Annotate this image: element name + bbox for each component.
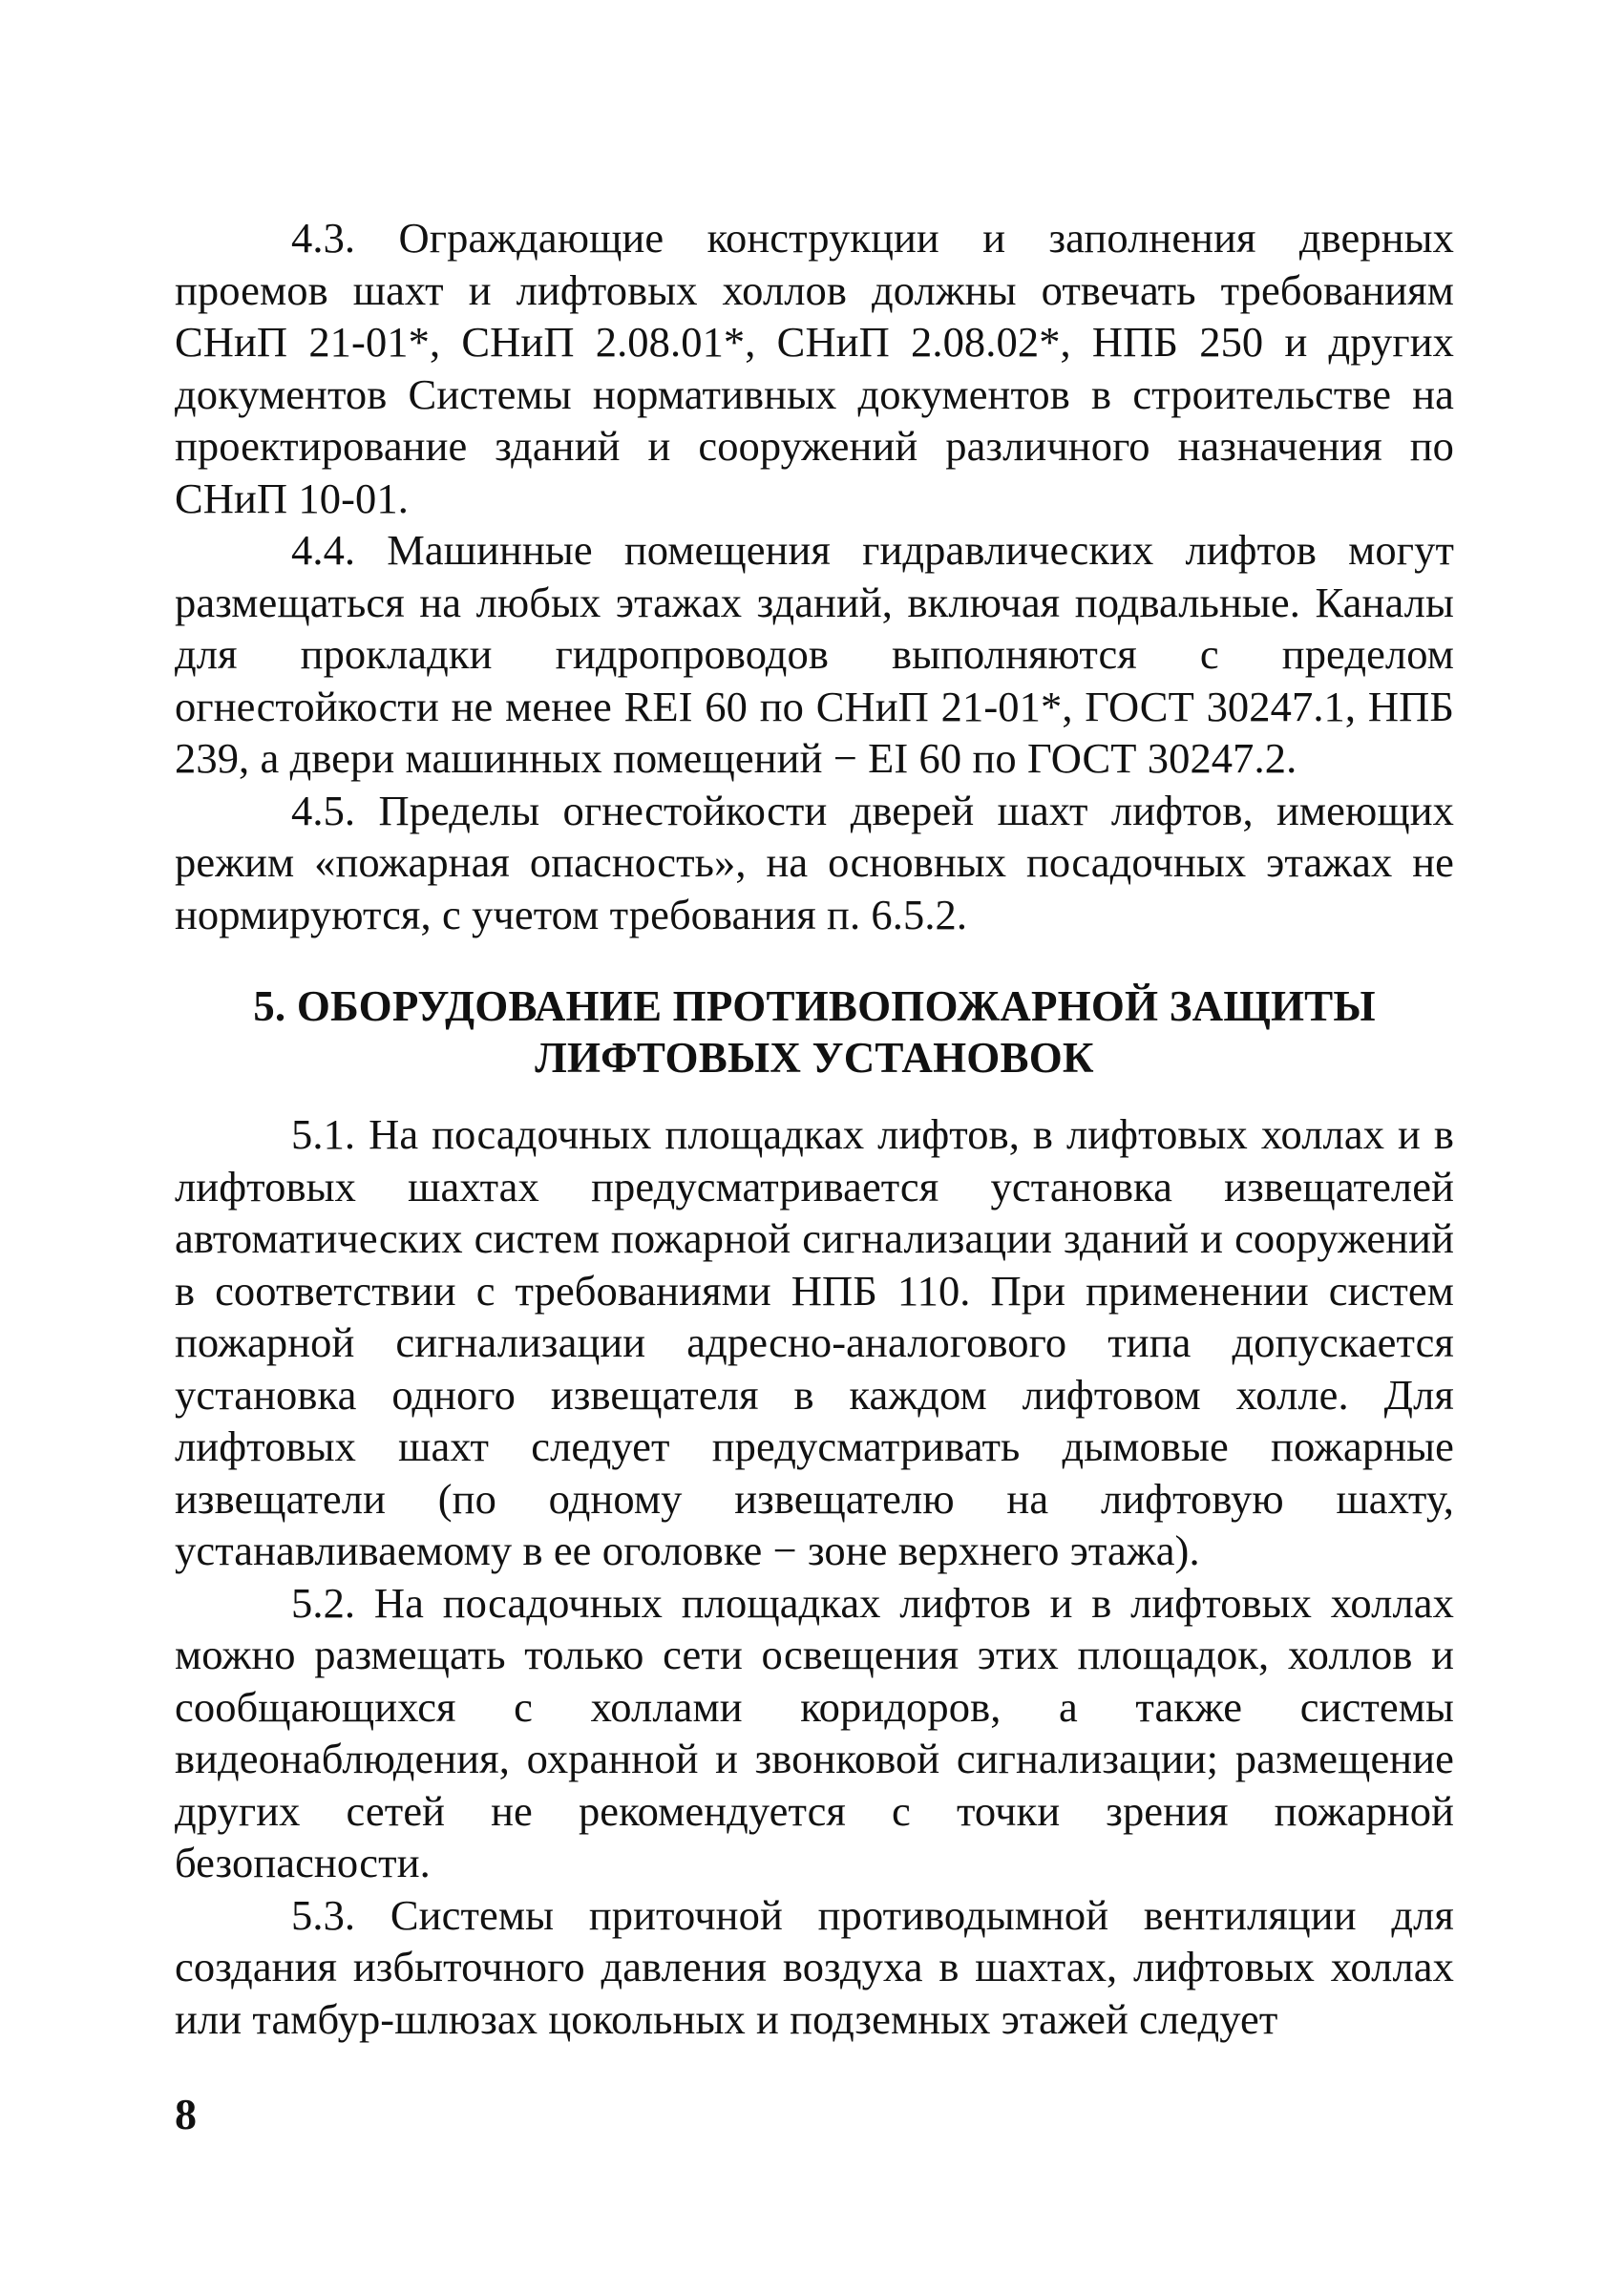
section-heading-line-1: 5. ОБОРУДОВАНИЕ ПРОТИВОПОЖАРНОЙ ЗАЩИТЫ: [253, 982, 1376, 1030]
paragraph-5-1: 5.1. На посадочных площадках лифтов, в лифтовых холлах и в лифтовых шахтах предусматривается установка извещателей автоматических систем пожарной сигнализации зданий и сооружений в соответствии с требованиями НПБ 110. При применении систем пожарной сигнализации адресно-аналогового типа допускается установка одного извещателя в каждом лифтовом холле. Для лифтовых шахт следует предусматривать дымовые пожарные извещатели (по одному извещателю на лифтовую шахту, устанавливаемому в ее оголовке − зоне верхнего этажа).: [175, 1110, 1454, 1574]
paragraph-5-2: 5.2. На посадочных площадках лифтов и в лифтовых холлах можно размещать только сети освещения этих площадок, холлов и сообщающихся с холлами коридоров, а также системы видеонаблюдения, охранной и звонковой сигнализации; размещение других сетей не рекомендуется с точки зрения пожарной безопасности.: [175, 1578, 1454, 1886]
page-number: 8: [175, 2090, 197, 2138]
paragraph-4-4: 4.4. Машинные помещения гидравлических лифтов могут размещаться на любых этажах зданий, включая подвальные. Каналы для прокладки гидропроводов выполняются с пределом огнестойкости не менее REI 60 по СНиП 21-01*, ГОСТ 30247.1, НПБ 239, а двери машинных помещений − EI 60 по ГОСТ 30247.2.: [175, 526, 1454, 782]
paragraph-4-3: 4.3. Ограждающие конструкции и заполнения дверных проемов шахт и лифтовых холлов должны отвечать требованиям СНиП 21-01*, СНиП 2.08.01*, СНиП 2.08.02*, НПБ 250 и других документов Системы нормативных документов в строительстве на проектирование зданий и сооружений различного назначения по СНиП 10-01.: [175, 214, 1454, 522]
section-heading-line-2: ЛИФТОВЫХ УСТАНОВОК: [535, 1034, 1094, 1082]
document-page: [175, 212, 1454, 2045]
paragraph-5-3: 5.3. Системы приточной противодымной вентиляции для создания избыточного давления воздуха в шахтах, лифтовых холлах или тамбур-шлюзах цокольных и подземных этажей следует: [175, 1890, 1454, 2043]
paragraph-4-5: 4.5. Пределы огнестойкости дверей шахт лифтов, имеющих режим «пожарная опасность», на основных посадочных этажах не нормируются, с учетом требования п. 6.5.2.: [175, 786, 1454, 938]
section-5-heading: [175, 980, 1454, 1084]
